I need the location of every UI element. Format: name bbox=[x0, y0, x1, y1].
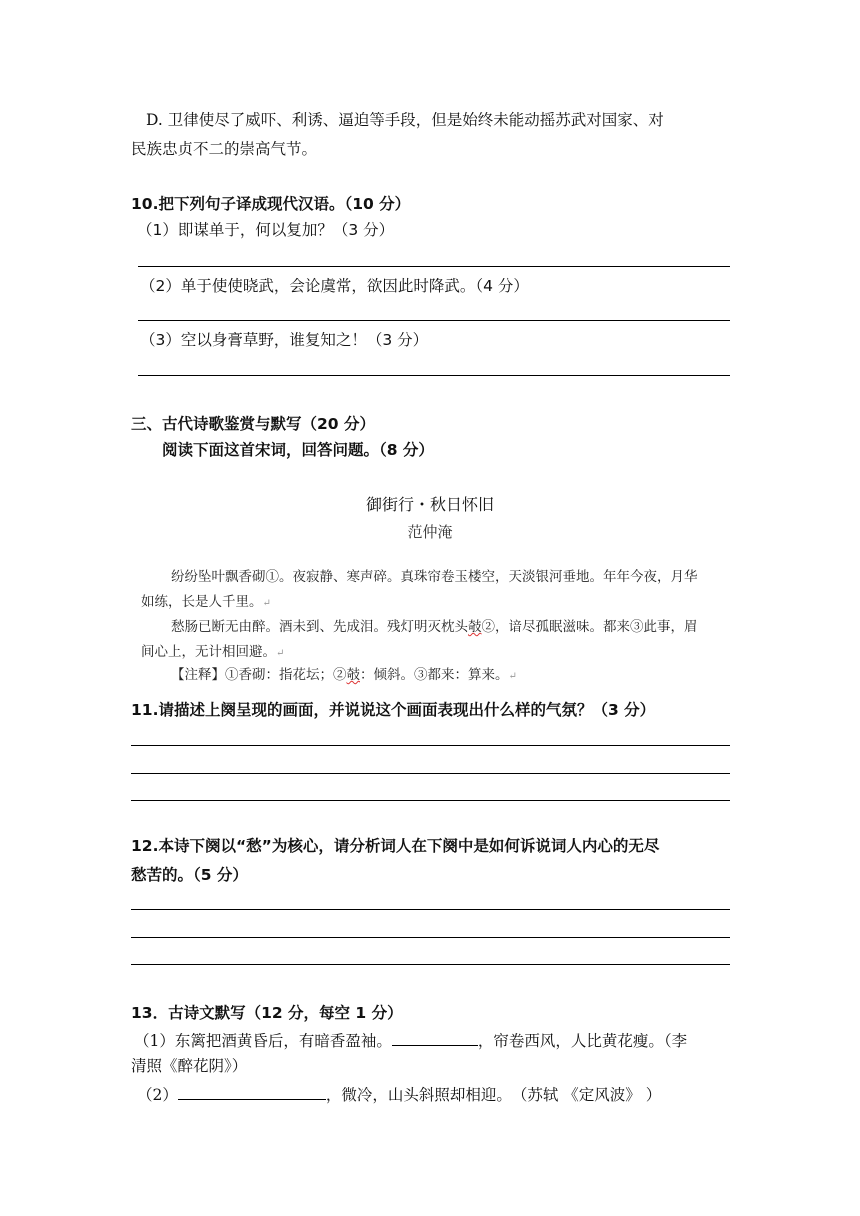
section3-heading: 三、古代诗歌鉴赏与默写（20 分） bbox=[131, 415, 375, 433]
q13-item2: （2） ，微冷，山头斜照却相迎。 （苏轼 《定风波》 ） bbox=[137, 1083, 661, 1105]
q10-item-2: （2）单于使使晓武，会论虞常，欲因此时降武。（4 分） bbox=[140, 277, 529, 295]
answer-line[interactable] bbox=[131, 937, 730, 938]
option-d-line1: D. 卫律使尽了威吓、利诱、逼迫等手段，但是始终未能动摇苏武对国家、对 bbox=[146, 111, 664, 129]
q13-item1-line2: 清照《醉花阴》） bbox=[131, 1057, 248, 1075]
poem-author: 范仲淹 bbox=[407, 523, 453, 541]
fill-blank[interactable] bbox=[178, 1083, 326, 1100]
answer-line[interactable] bbox=[131, 909, 730, 910]
answer-line[interactable] bbox=[131, 800, 730, 801]
answer-line[interactable] bbox=[131, 745, 730, 746]
answer-line[interactable] bbox=[138, 266, 730, 267]
q12-line1: 12.本诗下阕以“愁”为核心，请分析词人在下阕中是如何诉说词人内心的无尽 bbox=[131, 837, 660, 855]
answer-line[interactable] bbox=[131, 773, 730, 774]
option-d-line2: 民族忠贞不二的崇高气节。 bbox=[131, 140, 318, 158]
poem-title: 御街行・秋日怀旧 bbox=[365, 495, 494, 514]
q10-item-1: （1）即谋单于，何以复加？（3 分） bbox=[137, 221, 395, 239]
answer-line[interactable] bbox=[138, 320, 730, 321]
section3-instruction: 阅读下面这首宋词，回答问题。（8 分） bbox=[162, 441, 434, 459]
fill-blank[interactable] bbox=[392, 1029, 478, 1046]
return-mark-icon: ↵ bbox=[276, 648, 285, 659]
poem-stanza2-line1: 愁肠已断无由醉。酒未到、先成泪。残灯明灭枕头攲②，谙尽孤眠滋味。都来③此事，眉 bbox=[171, 619, 698, 635]
return-mark-icon: ↵ bbox=[262, 598, 271, 609]
poem-stanza1-line2: 如练，长是人千里。↵ bbox=[141, 594, 271, 610]
answer-line[interactable] bbox=[131, 964, 730, 965]
return-mark-icon: ↵ bbox=[508, 671, 517, 682]
q13-heading: 13．古诗文默写（12 分，每空 1 分） bbox=[131, 1004, 403, 1022]
q10-heading: 10.把下列句子译成现代汉语。（10 分） bbox=[131, 195, 411, 213]
q10-item-3: （3）空以身膏草野，谁复知之！（3 分） bbox=[140, 331, 429, 349]
answer-line[interactable] bbox=[138, 375, 730, 376]
poem-stanza2-line2: 间心上，无计相回避。↵ bbox=[141, 644, 285, 660]
poem-stanza1-line1: 纷纷坠叶飘香砌①。夜寂静、寒声碎。真珠帘卷玉楼空，天淡银河垂地。年年今夜，月华 bbox=[171, 569, 698, 585]
q13-item1-line1: （1）东篱把酒黄昏后，有暗香盈袖。 ，帘卷西风，人比黄花瘦。（李 bbox=[134, 1029, 687, 1051]
poem-note: 【注释】①香砌：指花坛；②攲：倾斜。③都来：算来。↵ bbox=[171, 667, 517, 683]
q12-line2: 愁苦的。（5 分） bbox=[131, 866, 248, 884]
q11-text: 11.请描述上阕呈现的画面，并说说这个画面表现出什么样的气氛？（3 分） bbox=[131, 701, 656, 719]
